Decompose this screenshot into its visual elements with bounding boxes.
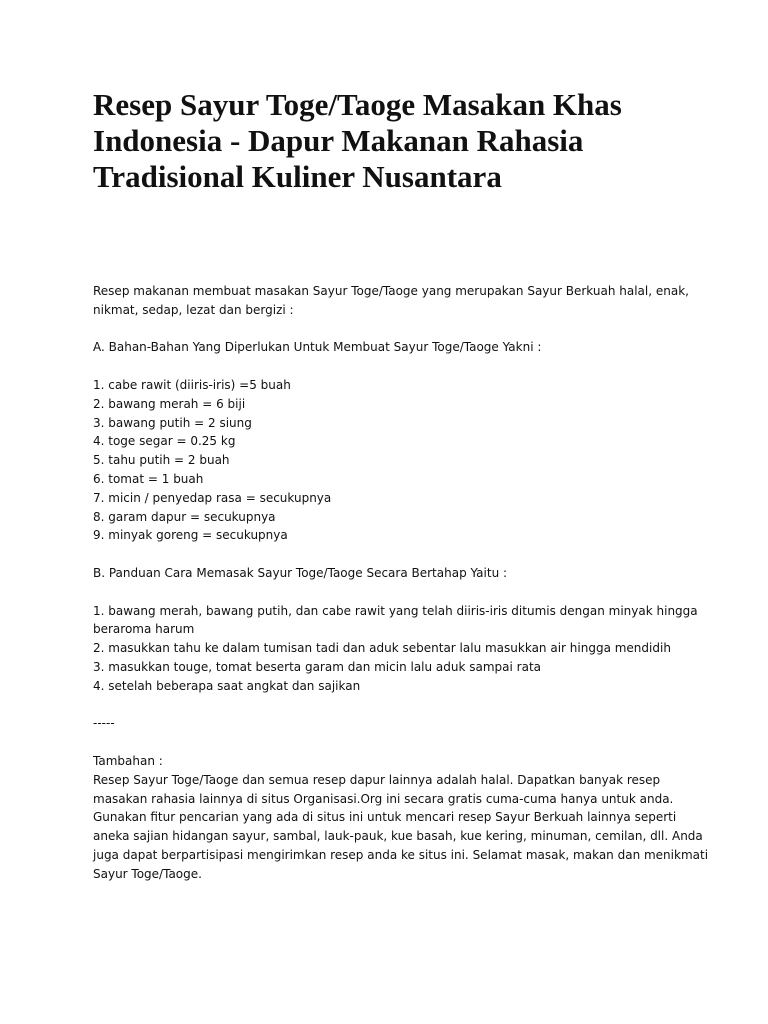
separator: -----	[93, 716, 115, 731]
step-item: 3. masukkan touge, tomat beserta garam dan micin lalu aduk sampai rata	[93, 659, 542, 674]
tambahan-line: Gunakan fitur pencarian yang ada di situs ini untuk mencari resep Sayur Berkuah lainnya seperti	[93, 810, 677, 825]
tambahan-paragraph	[93, 771, 713, 884]
paragraph-gap	[93, 733, 713, 752]
intro-line: Resep makanan membuat masakan Sayur Toge/Taoge yang merupakan Sayur Berkuah halal, enak,	[93, 284, 689, 298]
title-line: Resep Sayur Toge/Taoge Masakan Khas	[93, 87, 622, 122]
tambahan-line: Resep Sayur Toge/Taoge dan semua resep dapur lainnya adalah halal. Dapatkan banyak resep	[93, 772, 661, 787]
section-b-heading: B. Panduan Cara Memasak Sayur Toge/Taoge Secara Bertahap Yaitu :	[93, 565, 508, 580]
paragraph-gap	[93, 696, 713, 715]
paragraph-gap	[93, 545, 713, 564]
intro-paragraph	[93, 282, 713, 320]
tambahan-line: Sayur Toge/Taoge.	[93, 866, 202, 881]
document-body	[93, 282, 713, 884]
step-item: 4. setelah beberapa saat angkat dan sajikan	[93, 678, 361, 693]
tambahan-line: masakan rahasia lainnya di situs Organisasi.Org ini secara gratis cuma-cuma hanya untuk anda.	[93, 791, 674, 806]
tambahan-heading: Tambahan :	[93, 753, 163, 768]
title-line: Indonesia - Dapur Makanan Rahasia	[93, 123, 584, 158]
step-item-continuation: beraroma harum	[93, 622, 195, 637]
tambahan-line: aneka sajian hidangan sayur, sambal, lauk-pauk, kue basah, kue kering, minuman, cemilan, dll. Anda	[93, 829, 703, 844]
paragraph-gap	[93, 357, 713, 376]
ingredient-item: 6. tomat = 1 buah	[93, 471, 204, 486]
section-a-heading: A. Bahan-Bahan Yang Diperlukan Untuk Membuat Sayur Toge/Taoge Yakni :	[93, 340, 542, 355]
paragraph-gap	[93, 320, 713, 339]
step-item: 1. bawang merah, bawang putih, dan cabe rawit yang telah diiris-iris ditumis dengan minyak hingga	[93, 603, 698, 618]
ingredients-list	[93, 376, 713, 545]
paragraph-gap	[93, 583, 713, 602]
step-item: 2. masukkan tahu ke dalam tumisan tadi dan aduk sebentar lalu masukkan air hingga mendidih	[93, 641, 671, 656]
ingredient-item: 9. minyak goreng = secukupnya	[93, 528, 288, 543]
ingredient-item: 7. micin / penyedap rasa = secukupnya	[93, 490, 332, 505]
ingredient-item: 8. garam dapur = secukupnya	[93, 509, 276, 524]
title-line: Tradisional Kuliner Nusantara	[93, 159, 502, 194]
tambahan-line: juga dapat berpartisipasi mengirimkan resep anda ke situs ini. Selamat masak, makan dan menikmati	[93, 847, 709, 862]
steps-list	[93, 602, 713, 696]
ingredient-item: 5. tahu putih = 2 buah	[93, 453, 230, 468]
document-title	[93, 87, 713, 195]
ingredient-item: 1. cabe rawit (diiris-iris) =5 buah	[93, 377, 291, 392]
ingredient-item: 3. bawang putih = 2 siung	[93, 415, 252, 430]
ingredient-item: 2. bawang merah = 6 biji	[93, 396, 246, 411]
ingredient-item: 4. toge segar = 0.25 kg	[93, 434, 236, 449]
intro-line: nikmat, sedap, lezat dan bergizi :	[93, 302, 294, 317]
